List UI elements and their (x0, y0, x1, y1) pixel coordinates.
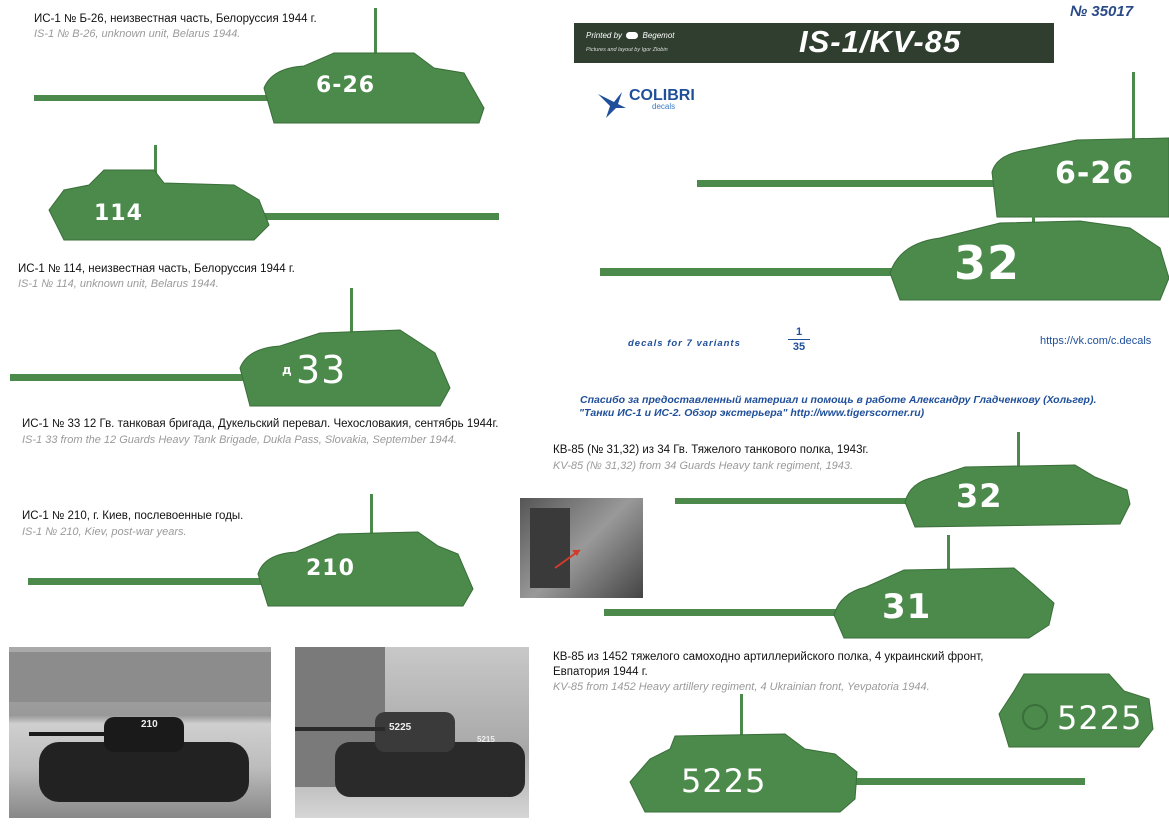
title-bar (574, 23, 1054, 63)
photo-number: 210 (141, 719, 158, 730)
photo-detail (520, 498, 643, 598)
catalog-number: № 35017 (1070, 3, 1134, 20)
caption-ru-6b: Евпатория 1944 г. (553, 666, 648, 678)
brand-sub: decals (652, 102, 676, 111)
caption-ru-5: КВ-85 (№ 31,32) из 34 Гв. Тяжелого танкового полка, 1943г. (553, 444, 869, 456)
thanks-line-2: "Танки ИС-1 и ИС-2. Обзор экстерьера" http://www.tigerscorner.ru) (579, 407, 925, 419)
hippo-icon (626, 32, 638, 39)
thanks-line-1: Спасибо за предоставленный материал и помощь в работе Александру Гладченкову (Хольгер). (580, 394, 1097, 406)
turret-is1-114 (44, 145, 504, 245)
printed-by: Printed by Begemot (586, 31, 675, 40)
caption-ru-2: ИС-1 № 114, неизвестная часть, Белоруссия 1944 г. (18, 263, 295, 275)
page-title: IS-1/KV-85 (799, 24, 962, 59)
brand-name: COLIBRI (629, 87, 695, 104)
caption-ru-4: ИС-1 № 210, г. Киев, послевоенные годы. (22, 510, 244, 522)
turret-is1-33 (10, 288, 460, 408)
turret-number: 6-26 (1055, 156, 1135, 191)
turret-is1-b26 (34, 8, 494, 128)
caption-en-1: IS-1 № B-26, unknown unit, Belarus 1944. (34, 28, 241, 40)
turret-kv85-5225 (625, 694, 1085, 814)
caption-ru-6: КВ-85 из 1452 тяжелого самоходно артиллерийского полка, 4 украинский фронт, (553, 651, 984, 663)
scale (786, 326, 812, 353)
turret-number: 6-26 (316, 73, 376, 98)
variants-text: decals for 7 variants (628, 338, 741, 349)
photo-number-a: 5225 (389, 722, 412, 733)
turret-number: 114 (94, 201, 143, 226)
turret-number: 32 (954, 236, 1021, 290)
scale-divider (788, 339, 810, 340)
turret-number: 32 (956, 477, 1003, 515)
caption-ru-3: ИС-1 № 33 12 Гв. танковая бригада, Дукельский перевал. Чехословакия, сентябрь 1944г. (22, 418, 499, 430)
caption-en-6: KV-85 from 1452 Heavy artillery regiment, 4 Ukrainian front, Yevpatoria 1944. (553, 681, 930, 693)
url-link[interactable]: https://vk.com/c.decals (1040, 335, 1152, 347)
turret-prefix: д (282, 363, 293, 377)
turret-32-large (600, 188, 1169, 308)
turret-kv85-32 (675, 432, 1135, 532)
caption-en-4: IS-1 № 210, Kiev, post-war years. (22, 526, 187, 538)
scale-top: 1 (795, 326, 803, 338)
credits: Pictures and layout by Igor Zlobin (586, 47, 668, 53)
turret-number: 5225 (1057, 699, 1143, 737)
turret-number: 5225 (681, 762, 767, 800)
scale-bottom: 35 (792, 341, 806, 353)
hummingbird-icon (596, 86, 630, 120)
photo-number-b: 5215 (477, 735, 495, 744)
caption-ru-1: ИС-1 № Б-26, неизвестная часть, Белоруссия 1944 г. (34, 13, 317, 25)
turret-is1-210 (28, 494, 488, 609)
caption-en-2: IS-1 № 114, unknown unit, Belarus 1944. (18, 278, 219, 290)
turret-number: 210 (306, 556, 355, 581)
turret-number: 31 (882, 587, 932, 627)
photo-street (295, 647, 529, 818)
caption-en-3: IS-1 33 from the 12 Guards Heavy Tank Brigade, Dukla Pass, Slovakia, September 1944. (22, 434, 457, 446)
turret-number: 33 (296, 348, 347, 392)
caption-en-5: KV-85 (№ 31,32) from 34 Guards Heavy tank regiment, 1943. (553, 460, 854, 472)
photo-parade (9, 647, 271, 818)
turret-kv85-31 (604, 535, 1064, 645)
